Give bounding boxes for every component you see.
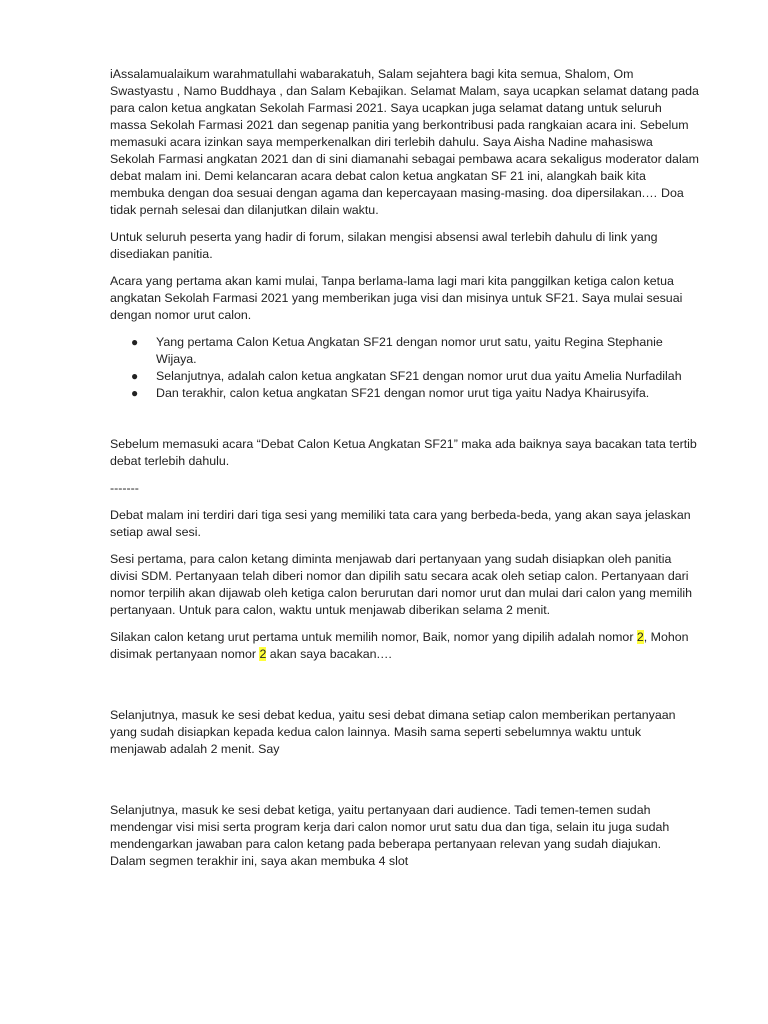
list-item xyxy=(110,368,700,385)
list-item-text: Dan terakhir, calon ketua angkatan SF21 dengan nomor urut tiga yaitu Nadya Khairusyifa. xyxy=(156,386,650,400)
highlighted-number: 2 xyxy=(259,647,267,661)
bullet-icon: ● xyxy=(131,335,139,349)
text-run: akan saya bacakan.… xyxy=(266,647,393,661)
list-item xyxy=(110,334,700,368)
highlighted-number: 2 xyxy=(636,630,644,644)
paragraph-opening: iAssalamualaikum warahmatullahi wabarakatuh, Salam sejahtera bagi kita semua, Shalom, Om Swastyastu , Namo Buddhaya , dan Salam Kebajikan. Selamat Malam, saya ucapkan selamat datang pada para calon ketua angkatan Sekolah Farmasi 2021. Saya ucapkan juga selamat datang untuk seluruh massa Sekolah Farmasi 2021 dan segenap panitia yang berkontribusi pada rangkaian acara ini. Sebelum memasuki acara izinkan saya memperkenalkan diri terlebih dahulu. Saya Aisha Nadine mahasiswa Sekolah Farmasi angkatan 2021 dan di sini diamanahi sebagai pembawa acara sekaligus moderator dalam debat malam ini. Demi kelancaran acara debat calon ketua angkatan SF 21 ini, alangkah baik kita membuka dengan doa sesuai dengan agama dan kepercayaan masing-masing. doa dipersilakan.… Doa tidak pernah selesai dan dilanjutkan dilain waktu. xyxy=(110,67,699,217)
list-item-text: Selanjutnya, adalah calon ketua angkatan SF21 dengan nomor urut dua yaitu Amelia Nurfadilah xyxy=(156,369,682,383)
paragraph-session-one: Sesi pertama, para calon ketang diminta menjawab dari pertanyaan yang sudah disiapkan oleh panitia divisi SDM. Pertanyaan telah diberi nomor dan dipilih satu secara acak oleh setiap calon. Pertanyaan dari nomor terpilih akan dijawab oleh ketiga calon berurutan dari nomor urut dan mulai dari calon yang memilih pertanyaan. Untuk para calon, waktu untuk menjawab diberikan selama 2 menit. xyxy=(110,552,692,617)
candidate-list xyxy=(110,334,700,402)
paragraph-session-three: Selanjutnya, masuk ke sesi debat ketiga, yaitu pertanyaan dari audience. Tadi temen-temen sudah mendengar visi misi serta program kerja dari calon nomor urut satu dua dan tiga, selain itu juga sudah mendengarkan jawaban para calon ketang pada beberapa pertanyaan relevan yang sudah diajukan. Dalam segmen terakhir ini, saya akan membuka 4 slot xyxy=(110,803,670,868)
bullet-icon: ● xyxy=(131,386,139,400)
paragraph-rules-intro: Sebelum memasuki acara “Debat Calon Ketua Angkatan SF21” maka ada baiknya saya bacakan tata tertib debat terlebih dahulu. xyxy=(110,437,697,468)
list-item-text: Yang pertama Calon Ketua Angkatan SF21 dengan nomor urut satu, yaitu Regina Stephanie Wijaya. xyxy=(156,335,663,366)
separator-line: ------- xyxy=(110,481,139,495)
paragraph-question-choice xyxy=(110,629,700,663)
paragraph-candidates-intro: Acara yang pertama akan kami mulai, Tanpa berlama-lama lagi mari kita panggilkan ketiga calon ketua angkatan Sekolah Farmasi 2021 yang memberikan juga visi dan misinya untuk SF21. Saya mulai sesuai dengan nomor urut calon. xyxy=(110,274,683,322)
list-item xyxy=(110,385,700,402)
paragraph-sessions-overview: Debat malam ini terdiri dari tiga sesi yang memiliki tata cara yang berbeda-beda, yang akan saya jelaskan setiap awal sesi. xyxy=(110,508,691,539)
bullet-icon: ● xyxy=(131,369,139,383)
text-run: , Mohon disimak pertanyaan nomor xyxy=(110,630,689,661)
vertical-spacer xyxy=(110,673,700,707)
document-page xyxy=(110,66,700,880)
paragraph-session-two: Selanjutnya, masuk ke sesi debat kedua, yaitu sesi debat dimana setiap calon memberikan pertanyaan yang sudah disiapkan kepada kedua calon lainnya. Masih sama seperti sebelumnya waktu untuk menjawab adalah 2 menit. Say xyxy=(110,708,676,756)
vertical-spacer xyxy=(110,768,700,802)
paragraph-attendance: Untuk seluruh peserta yang hadir di forum, silakan mengisi absensi awal terlebih dahulu di link yang disediakan panitia. xyxy=(110,230,658,261)
text-run: Silakan calon ketang urut pertama untuk memilih nomor, Baik, nomor yang dipilih adalah nomor xyxy=(110,630,637,644)
vertical-spacer xyxy=(110,412,700,436)
